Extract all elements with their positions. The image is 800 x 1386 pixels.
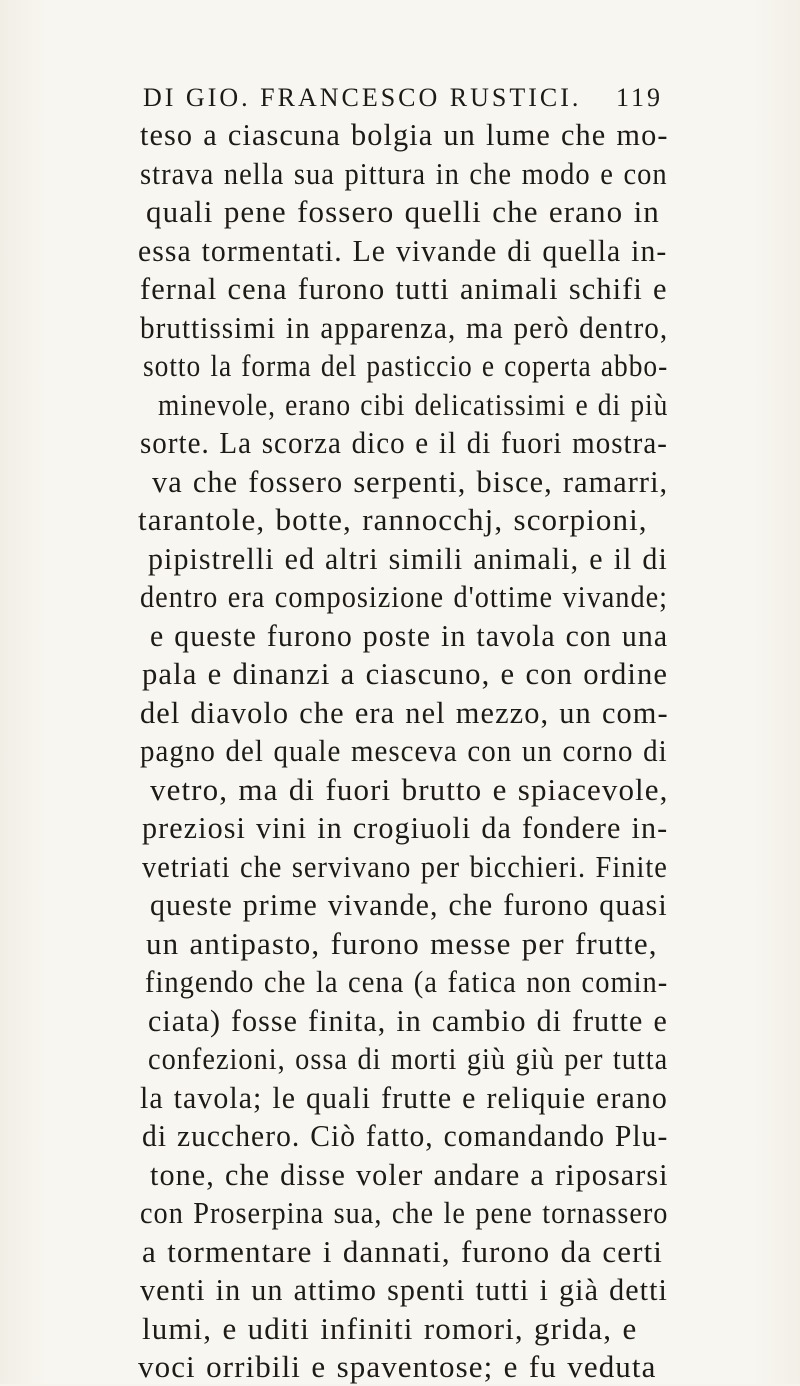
- text-line: teso a ciascuna bolgia un lume che mo-: [140, 117, 669, 152]
- text-line: va che fossero serpenti, bisce, ramarri,: [152, 463, 669, 499]
- text-line: tarantole, botte, rannocchj, scorpioni,: [138, 502, 648, 537]
- text-line: con Proserpina sua, che le pene tornassero: [140, 1195, 669, 1230]
- page-number: 119: [615, 83, 663, 112]
- text-line: ciata) fosse finita, in cambio di frutte e: [148, 1002, 668, 1038]
- text-line: a tormentare i dannati, furono da certi: [142, 1233, 664, 1269]
- text-line: confezioni, ossa di morti giù giù per tutta: [148, 1041, 669, 1076]
- text-line: pala e dinanzi a ciascuno, e con ordine: [142, 656, 669, 691]
- text-line: e queste furono poste in tavola con una: [150, 617, 669, 653]
- text-line: un antipasto, furono messe per frutte,: [146, 925, 658, 961]
- text-line: dentro era composizione d'ottime vivande;: [140, 579, 669, 614]
- text-line: essa tormentati. Le vivande di quella in-: [138, 232, 668, 268]
- text-line: lumi, e uditi infiniti romori, grida, e: [142, 1310, 638, 1346]
- text-line: sorte. La scorza dico e il di fuori mostra-: [140, 425, 668, 460]
- text-line: la tavola; le quali frutte e reliquie erano: [140, 1079, 668, 1115]
- text-line: pipistrelli ed altri simili animali, e il di: [148, 540, 668, 576]
- text-line: bruttissimi in apparenza, ma però dentro,: [140, 309, 669, 345]
- text-line: voci orribili e spaventose; e fu veduta: [138, 1349, 657, 1384]
- text-line: strava nella sua pittura in che modo e con: [140, 155, 668, 191]
- text-line: di zucchero. Ciò fatto, comandando Plu-: [142, 1118, 669, 1153]
- text-line: del diavolo che era nel mezzo, un com-: [140, 694, 669, 730]
- text-line: fingendo che la cena (a fatica non comin-: [145, 964, 669, 999]
- text-line: vetriati che servivano per bicchieri. Finite: [142, 848, 668, 884]
- text-line: sotto la forma del pasticcio e coperta abbo-: [143, 348, 669, 383]
- text-line: preziosi vini in crogiuoli da fondere in-: [142, 810, 669, 845]
- running-head: DI GIO. FRANCESCO RUSTICI.: [143, 83, 582, 112]
- text-line: vetro, ma di fuori brutto e spiacevole,: [150, 771, 669, 807]
- page-header: [143, 78, 663, 118]
- text-line: queste prime vivande, che furono quasi: [150, 887, 668, 922]
- text-line: fernal cena furono tutti animali schifi e: [140, 271, 668, 306]
- text-line: pagno del quale mesceva con un corno di: [140, 733, 668, 768]
- text-line: minevole, erano cibi delicatissimi e di più: [158, 386, 669, 422]
- text-line: venti in un attimo spenti tutti i già detti: [140, 1272, 668, 1307]
- text-line: quali pene fossero quelli che erano in: [146, 194, 660, 229]
- text-line: tone, che disse voler andare a riposarsi: [150, 1156, 669, 1192]
